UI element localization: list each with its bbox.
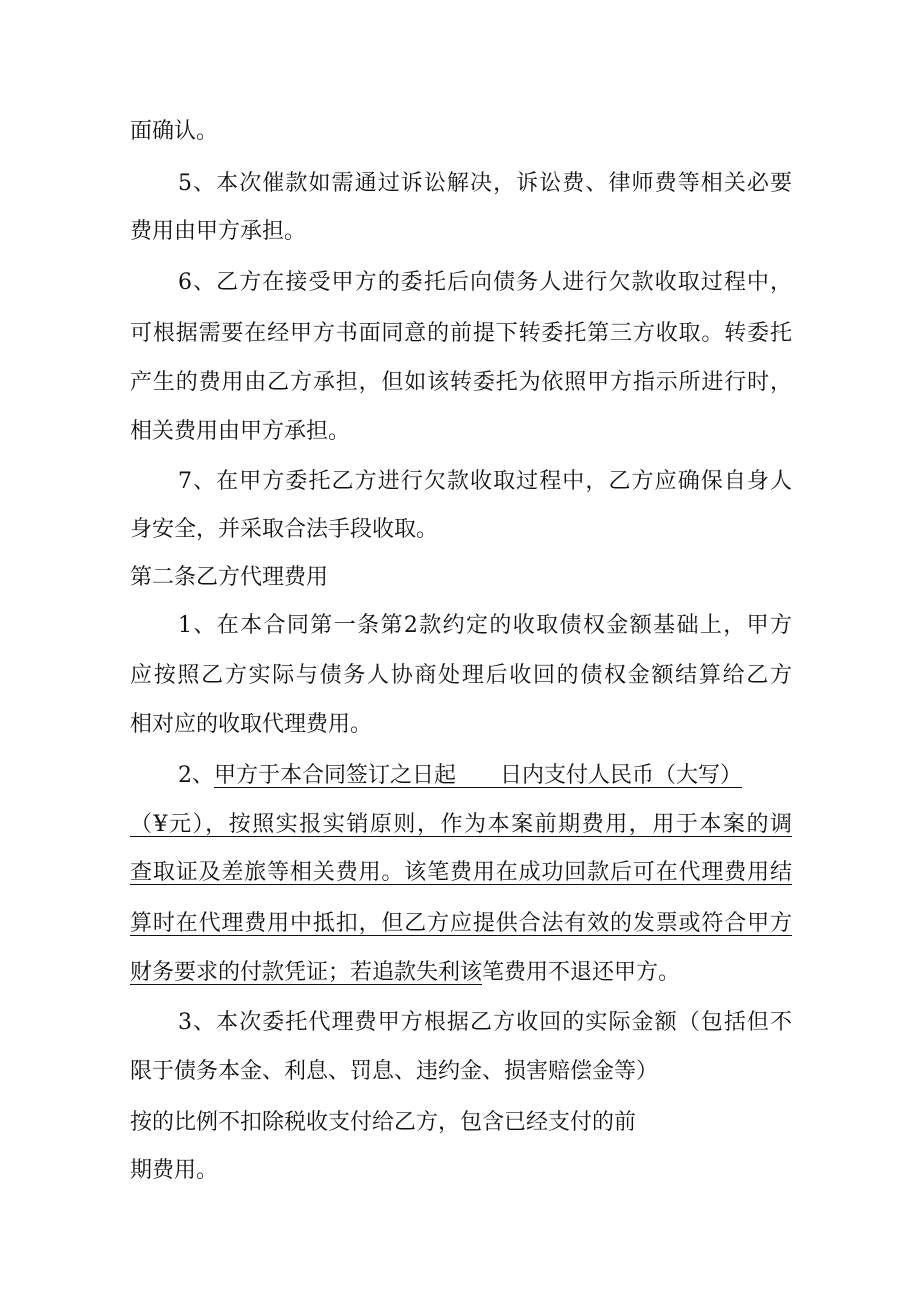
fee-clause-1-line: 1、在本合同第一条第2款约定的收取债权金额基础上，甲方: [178, 613, 792, 638]
text-line: 期费用。: [130, 1158, 219, 1183]
plain-text: 笔费用不退还甲方。: [482, 960, 681, 985]
text-line: 费用由甲方承担。: [130, 219, 307, 244]
clause-6-line: 6、乙方在接受甲方的委托后向债务人进行欠款收取过程中，: [178, 270, 792, 295]
underlined-text: 甲方于本合同签订之日起 日内支付人民币（大写）: [214, 763, 743, 788]
fee-clause-2-line: [178, 761, 742, 791]
clause-number: 2、: [178, 763, 214, 788]
text-line: 面确认。: [130, 119, 219, 144]
underlined-text-line: 算时在代理费用中抵扣，但乙方应提供合法有效的发票或符合甲方: [130, 911, 792, 936]
underlined-text-line: （¥元），按照实报实销原则，作为本案前期费用，用于本案的调: [130, 812, 792, 837]
text-line: 身安全，并采取合法手段收取。: [130, 517, 439, 542]
text-line: 应按照乙方实际与债务人协商处理后收回的债权金额结算给乙方: [130, 663, 792, 688]
section-heading: 第二条乙方代理费用: [130, 565, 329, 590]
text-line: 相关费用由甲方承担。: [130, 419, 351, 444]
text-line: 相对应的收取代理费用。: [130, 712, 373, 737]
text-line: 可根据需要在经甲方书面同意的前提下转委托第三方收取。转委托: [130, 321, 792, 346]
text-line: [130, 958, 680, 988]
text-line: 按的比例不扣除税收支付给乙方，包含已经支付的前: [130, 1110, 637, 1135]
fee-clause-3-line: 3、本次委托代理费甲方根据乙方收回的实际金额（包括但不: [178, 1010, 792, 1035]
underlined-text-line: 查取证及差旅等相关费用。该笔费用在成功回款后可在代理费用结: [130, 860, 792, 885]
clause-7-line: 7、在甲方委托乙方进行欠款收取过程中，乙方应确保自身人: [178, 469, 792, 494]
clause-5-line: 5、本次催款如需通过诉讼解决，诉讼费、律师费等相关必要: [178, 171, 792, 196]
text-line: 产生的费用由乙方承担，但如该转委托为依照甲方指示所进行时，: [130, 370, 792, 395]
text-line: 限于债务本金、利息、罚息、违约金、损害赔偿金等）: [130, 1059, 659, 1084]
underlined-text: 财务要求的付款凭证；若追款失利该: [130, 960, 483, 985]
